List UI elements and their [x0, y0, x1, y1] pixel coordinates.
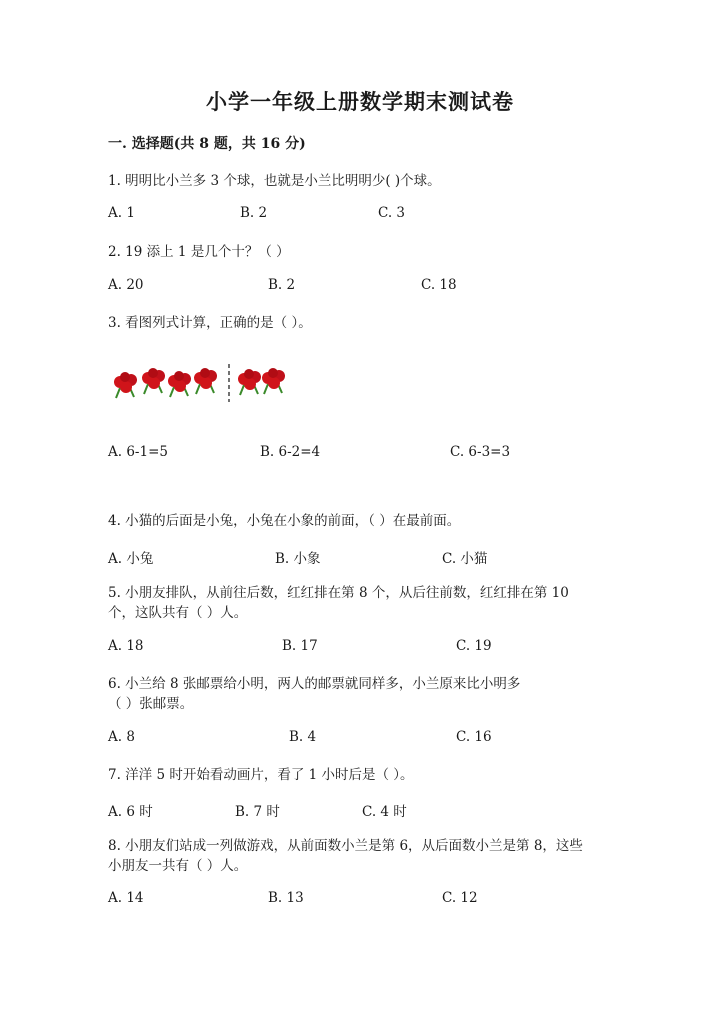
flower-4 — [194, 368, 217, 394]
question-8-line-1: 8. 小朋友们站成一列做游戏，从前面数小兰是第 6，从后面数小兰是第 8，这些 — [108, 838, 583, 854]
q2-option-c[interactable]: C. 18 — [421, 277, 457, 293]
question-5-line-1: 5. 小朋友排队，从前往后数，红红排在第 8 个，从后往前数，红红排在第 10 — [108, 585, 569, 601]
q2-option-b[interactable]: B. 2 — [268, 277, 296, 293]
question-8-line-2: 小朋友一共有（ ）人。 — [108, 858, 248, 874]
q4-option-c[interactable]: C. 小猫 — [442, 551, 488, 567]
question-7: 7. 洋洋 5 时开始看动画片，看了 1 小时后是（ ）。 — [108, 767, 414, 783]
question-6-line-1: 6. 小兰给 8 张邮票给小明，两人的邮票就同样多，小兰原来比小明多 — [108, 676, 521, 692]
page-title: 小学一年级上册数学期末测试卷 — [206, 89, 514, 114]
q5-option-a[interactable]: A. 18 — [108, 638, 144, 654]
q8-option-b[interactable]: B. 13 — [268, 890, 304, 906]
q3-option-b[interactable]: B. 6-2=4 — [260, 444, 321, 460]
flower-5 — [238, 369, 261, 395]
flower-2 — [142, 368, 165, 394]
q3-option-c[interactable]: C. 6-3=3 — [450, 444, 511, 460]
q3-option-a[interactable]: A. 6-1=5 — [108, 444, 168, 460]
q4-option-a[interactable]: A. 小兔 — [108, 551, 154, 567]
question-3: 3. 看图列式计算，正确的是（ ）。 — [108, 315, 312, 331]
q6-option-b[interactable]: B. 4 — [289, 729, 317, 745]
flower-6 — [262, 368, 285, 394]
q5-option-b[interactable]: B. 17 — [282, 638, 318, 654]
q1-option-c[interactable]: C. 3 — [378, 205, 406, 221]
question-2: 2. 19 添上 1 是几个十？（ ） — [108, 244, 290, 260]
question-6-line-2: （ ）张邮票。 — [108, 696, 194, 712]
question-5-line-2: 个，这队共有（ ）人。 — [108, 605, 248, 621]
q6-option-c[interactable]: C. 16 — [456, 729, 492, 745]
question-4: 4. 小猫的后面是小兔，小兔在小象的前面，（ ）在最前面。 — [108, 513, 461, 529]
q8-option-a[interactable]: A. 14 — [108, 890, 144, 906]
q2-option-a[interactable]: A. 20 — [108, 277, 144, 293]
q6-option-a[interactable]: A. 8 — [108, 729, 135, 745]
q5-option-c[interactable]: C. 19 — [456, 638, 492, 654]
section-heading: 一. 选择题(共 8 题，共 16 分) — [108, 136, 306, 152]
q1-option-a[interactable]: A. 1 — [108, 205, 135, 221]
flowers-figure — [108, 360, 288, 404]
flower-3 — [168, 371, 191, 397]
question-1: 1. 明明比小兰多 3 个球，也就是小兰比明明少( )个球。 — [108, 173, 441, 189]
q7-option-c[interactable]: C. 4 时 — [362, 804, 407, 820]
q4-option-b[interactable]: B. 小象 — [275, 551, 321, 567]
q8-option-c[interactable]: C. 12 — [442, 890, 478, 906]
flower-1 — [114, 372, 137, 398]
q7-option-a[interactable]: A. 6 时 — [108, 804, 153, 820]
q1-option-b[interactable]: B. 2 — [240, 205, 268, 221]
q7-option-b[interactable]: B. 7 时 — [235, 804, 280, 820]
